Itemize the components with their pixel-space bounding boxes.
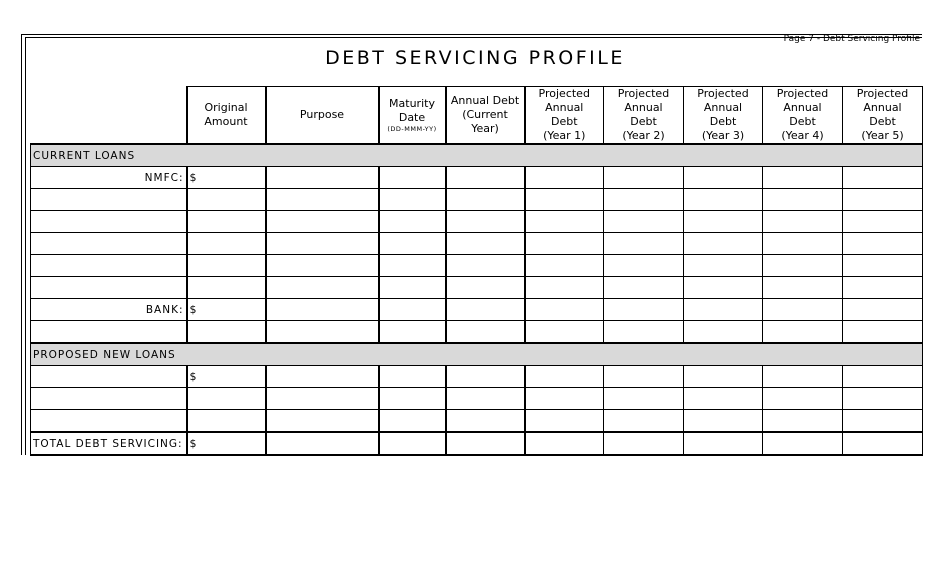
col-projected-year-5-year: (Year 5) [861,129,904,142]
annual-debt-field[interactable] [446,321,525,344]
maturity-date-field[interactable] [379,255,446,277]
year-5-field[interactable] [843,233,923,255]
table-row [31,167,923,189]
row-label-total: TOTAL DEBT SERVICING: [31,432,187,455]
year-1-field[interactable] [525,189,604,211]
original-amount-field[interactable] [187,321,266,344]
year-4-field[interactable] [763,167,843,189]
col-maturity-date [379,87,446,145]
year-1-field[interactable] [525,410,604,433]
table-row [31,233,923,255]
year-3-field[interactable] [684,321,763,344]
annual-debt-field[interactable] [446,410,525,433]
year-2-field[interactable] [604,277,684,299]
table-row [31,211,923,233]
year-1-field[interactable] [525,255,604,277]
maturity-date-field[interactable] [379,366,446,388]
year-1-field[interactable] [525,233,604,255]
year-2-field[interactable] [604,189,684,211]
col-projected-year-1 [525,87,604,145]
annual-debt-field[interactable] [446,299,525,321]
annual-debt-field[interactable] [446,366,525,388]
year-3-field[interactable] [684,388,763,410]
row-label-cell[interactable] [31,277,187,299]
year-1-field[interactable] [525,388,604,410]
annual-debt-field[interactable] [446,167,525,189]
original-amount-field[interactable] [187,366,266,388]
section-proposed-new-loans [31,343,923,366]
year-4-field[interactable] [763,255,843,277]
original-amount-field[interactable] [187,167,266,189]
year-5-field[interactable] [843,410,923,433]
currency-symbol: $ [189,303,197,316]
row-label-cell[interactable] [31,233,187,255]
total-purpose-field[interactable] [266,432,379,455]
year-2-field[interactable] [604,366,684,388]
year-4-field[interactable] [763,410,843,433]
section-current-loans-label: CURRENT LOANS [31,144,923,167]
maturity-date-field[interactable] [379,189,446,211]
page-label: Page 7 - Debt Servicing Profile [783,34,920,44]
year-3-field[interactable] [684,366,763,388]
purpose-field[interactable] [266,366,379,388]
year-3-field[interactable] [684,233,763,255]
total-year-1-field[interactable] [525,432,604,455]
total-row [31,432,923,455]
year-4-field[interactable] [763,211,843,233]
original-amount-field[interactable] [187,388,266,410]
row-label-cell[interactable] [31,388,187,410]
col-purpose [266,87,379,145]
row-label-cell[interactable] [31,410,187,433]
col-projected-year-5 [843,87,923,145]
col-projected-year-3-year: (Year 3) [701,129,745,142]
maturity-date-field[interactable] [379,233,446,255]
col-maturity-format: (DD-MMM-YY) [387,124,437,133]
maturity-date-field[interactable] [379,410,446,433]
row-label-cell[interactable] [31,211,187,233]
currency-symbol: $ [189,437,197,450]
year-2-field[interactable] [604,388,684,410]
col-projected-year-1-year: (Year 1) [543,129,586,142]
currency-symbol: $ [189,171,197,184]
total-maturity-date-field[interactable] [379,432,446,455]
page-title: DEBT SERVICING PROFILE [325,47,625,69]
row-label-bank: BANK: [31,299,187,321]
year-4-field[interactable] [763,277,843,299]
section-current-loans [31,144,923,167]
year-5-field[interactable] [843,388,923,410]
col-purpose-label: Purpose [299,108,345,121]
table-row [31,388,923,410]
original-amount-field[interactable] [187,233,266,255]
year-5-field[interactable] [843,321,923,344]
year-3-field[interactable] [684,189,763,211]
original-amount-field[interactable] [187,299,266,321]
original-amount-field[interactable] [187,255,266,277]
year-4-field[interactable] [763,299,843,321]
year-4-field[interactable] [763,321,843,344]
currency-symbol: $ [189,370,197,383]
year-1-field[interactable] [525,167,604,189]
annual-debt-field[interactable] [446,189,525,211]
purpose-field[interactable] [266,299,379,321]
total-year-2-field[interactable] [604,432,684,455]
year-3-field[interactable] [684,277,763,299]
purpose-field[interactable] [266,167,379,189]
total-year-5-field[interactable] [843,432,923,455]
original-amount-field[interactable] [187,410,266,433]
year-2-field[interactable] [604,211,684,233]
annual-debt-field[interactable] [446,388,525,410]
col-projected-year-4 [763,87,843,145]
maturity-date-field[interactable] [379,321,446,344]
col-projected-year-3-label: Projected Annual Debt [697,87,749,128]
year-3-field[interactable] [684,255,763,277]
annual-debt-field[interactable] [446,233,525,255]
year-2-field[interactable] [604,321,684,344]
year-2-field[interactable] [604,167,684,189]
year-3-field[interactable] [684,299,763,321]
col-original-amount-label: Original Amount [204,101,248,128]
year-1-field[interactable] [525,321,604,344]
year-4-field[interactable] [763,388,843,410]
row-label-cell[interactable] [31,255,187,277]
annual-debt-field[interactable] [446,255,525,277]
original-amount-field[interactable] [187,277,266,299]
year-5-field[interactable] [843,366,923,388]
year-4-field[interactable] [763,233,843,255]
purpose-field[interactable] [266,410,379,433]
col-projected-year-5-label: Projected Annual Debt [856,87,909,128]
year-2-field[interactable] [604,233,684,255]
maturity-date-field[interactable] [379,211,446,233]
col-maturity-date-label: Maturity Date [389,96,435,124]
col-projected-year-2-year: (Year 2) [622,129,665,142]
maturity-date-field[interactable] [379,277,446,299]
debt-servicing-table [30,86,923,456]
purpose-field[interactable] [266,233,379,255]
col-projected-year-2-label: Projected Annual Debt [617,87,670,128]
row-label-nmfc: NMFC: [31,167,187,189]
year-5-field[interactable] [843,211,923,233]
col-annual-debt-current [446,87,525,145]
total-year-3-field[interactable] [684,432,763,455]
col-annual-debt-current-label: Annual Debt (Current Year) [450,94,520,135]
row-label-cell[interactable] [31,321,187,344]
year-1-field[interactable] [525,366,604,388]
year-3-field[interactable] [684,410,763,433]
purpose-field[interactable] [266,388,379,410]
maturity-date-field[interactable] [379,299,446,321]
year-3-field[interactable] [684,167,763,189]
year-1-field[interactable] [525,277,604,299]
total-original-amount-field[interactable] [187,432,266,455]
purpose-field[interactable] [266,211,379,233]
year-5-field[interactable] [843,167,923,189]
maturity-date-field[interactable] [379,388,446,410]
year-2-field[interactable] [604,410,684,433]
table-row [31,299,923,321]
header-row [31,87,923,145]
year-5-field[interactable] [843,255,923,277]
header-blank-cell [31,87,187,145]
year-1-field[interactable] [525,299,604,321]
table-row [31,410,923,433]
annual-debt-field[interactable] [446,211,525,233]
col-projected-year-2 [604,87,684,145]
year-2-field[interactable] [604,255,684,277]
year-5-field[interactable] [843,277,923,299]
year-5-field[interactable] [843,299,923,321]
table-row [31,189,923,211]
year-2-field[interactable] [604,299,684,321]
year-1-field[interactable] [525,211,604,233]
row-label-cell[interactable] [31,189,187,211]
year-3-field[interactable] [684,211,763,233]
total-annual-debt-field[interactable] [446,432,525,455]
purpose-field[interactable] [266,277,379,299]
purpose-field[interactable] [266,255,379,277]
col-projected-year-4-year: (Year 4) [781,129,824,142]
section-proposed-new-loans-label: PROPOSED NEW LOANS [31,343,923,366]
original-amount-field[interactable] [187,211,266,233]
col-original-amount [187,87,266,145]
table-row [31,321,923,344]
annual-debt-field[interactable] [446,277,525,299]
year-4-field[interactable] [763,366,843,388]
col-projected-year-1-label: Projected Annual Debt [538,87,590,128]
col-projected-year-4-label: Projected Annual Debt [776,87,829,128]
row-label-cell[interactable] [31,366,187,388]
table-row [31,277,923,299]
original-amount-field[interactable] [187,189,266,211]
year-5-field[interactable] [843,189,923,211]
total-year-4-field[interactable] [763,432,843,455]
col-projected-year-3 [684,87,763,145]
maturity-date-field[interactable] [379,167,446,189]
table-row [31,255,923,277]
purpose-field[interactable] [266,189,379,211]
year-4-field[interactable] [763,189,843,211]
purpose-field[interactable] [266,321,379,344]
table-row [31,366,923,388]
